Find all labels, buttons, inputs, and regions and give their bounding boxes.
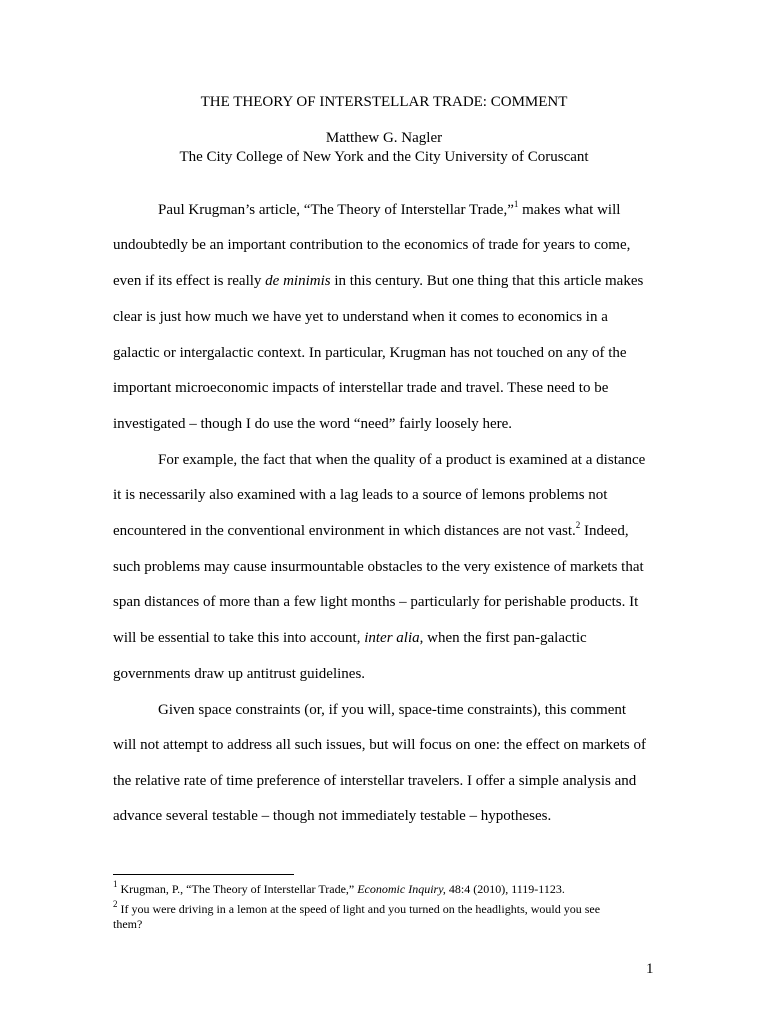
page-number: 1 [646,961,654,977]
text-span: even if its effect is really [113,273,266,289]
body-line: investigated – though I do use the word “need” fairly loosely here. [113,416,513,432]
footnote-ref: 1 [513,199,519,209]
journal-name: Economic Inquiry, [357,882,446,896]
footnote-number: 1 [113,879,118,889]
footnote-number: 2 [113,899,118,909]
text-span: 48:4 (2010), 1119-1123. [445,882,565,896]
italic-term: de minimis [265,273,331,289]
body-line: the relative rate of time preference of interstellar travelers. I offer a simple analysis and [113,773,637,789]
body-line [158,199,621,219]
body-line: advance several testable – though not immediately testable – hypotheses. [113,808,552,824]
author-affiliation: The City College of New York and the City University of Coruscant [179,149,589,165]
body-line: such problems may cause insurmountable obstacles to the very existence of markets that [113,559,644,575]
text-span: encountered in the conventional environment in which distances are not vast. [113,523,576,539]
body-line: clear is just how much we have yet to understand when it comes to economics in a [113,309,608,325]
footnote-2 [113,899,601,916]
footnote-ref: 2 [575,520,581,530]
text-span: will be essential to take this into account, [113,630,365,646]
footnote-2-continued: them? [113,917,143,931]
body-line: important microeconomic impacts of interstellar trade and travel. These need to be [113,380,609,396]
text-span: Krugman, P., “The Theory of Interstellar Trade,” [117,882,358,896]
body-line: For example, the fact that when the quality of a product is examined at a distance [158,452,646,468]
body-line: will not attempt to address all such issues, but will focus on one: the effect on markets of [113,737,646,753]
paper-title: THE THEORY OF INTERSTELLAR TRADE: COMMENT [200,94,568,110]
body-line: galactic or intergalactic context. In particular, Krugman has not touched on any of the [113,345,627,361]
body-line [113,520,629,540]
text-span: If you were driving in a lemon at the speed of light and you turned on the headlights, would you see [117,902,601,916]
body-line [113,273,643,290]
text-span: Paul Krugman’s article, “The Theory of Interstellar Trade,” [158,202,514,218]
text-span: , when the first pan-galactic [419,630,587,646]
italic-term: inter alia [364,630,420,646]
body-line: Given space constraints (or, if you will, space-time constraints), this comment [158,702,627,718]
body-line: governments draw up antitrust guidelines. [113,666,366,682]
footnote-1 [113,879,565,896]
body-line [113,630,587,647]
body-line: it is necessarily also examined with a lag leads to a source of lemons problems not [113,487,608,503]
author-name: Matthew G. Nagler [325,130,443,146]
text-span: makes what will [518,202,621,218]
footnote-divider [113,874,294,875]
text-span: Indeed, [580,523,629,539]
text-span: in this century. But one thing that this article makes [330,273,644,289]
body-line: span distances of more than a few light months – particularly for perishable products. It [113,594,639,610]
body-line: undoubtedly be an important contribution to the economics of trade for years to come, [113,237,631,253]
